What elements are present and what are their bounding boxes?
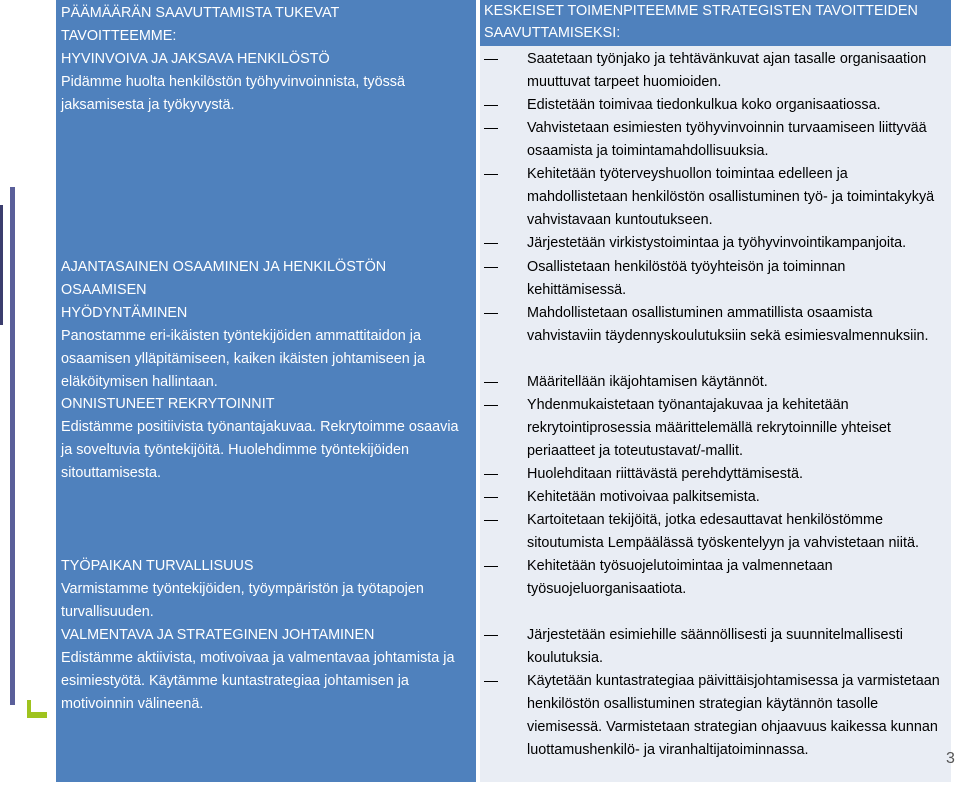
action-text: Edistetään toimivaa tiedonkulkua koko organisaatiossa.: [527, 97, 881, 113]
actions-column: [480, 0, 951, 782]
dash-bullet: [484, 405, 498, 406]
dash-bullet: [484, 474, 498, 475]
action-text: Järjestetään virkistystoimintaa ja työhyvinvointikampanjoita.: [527, 235, 907, 251]
section-body: Edistämme positiivista työnantajakuvaa. Rekrytoimme osaavia ja soveltuvia työntekijöitä. Huolehdimme työntekijöiden sitouttamisesta.: [61, 419, 459, 481]
page-number: 3: [946, 750, 955, 767]
action-text: Vahvistetaan esimiesten työhyvinvoinnin turvaamiseen liittyvää osaamista ja toimintamahdollisuuksia.: [527, 120, 927, 159]
action-text: Mahdollistetaan osallistuminen ammatillista osaamista vahvistaviin täydennyskoulutuksiin sekä esimiesvalmennuksiin.: [527, 305, 929, 344]
dash-bullet: [484, 267, 498, 268]
dash-bullet: [484, 382, 498, 383]
section-heading-cont: HYÖDYNTÄMINEN: [61, 305, 188, 321]
action-text: Kehitetään työsuojelutoimintaa ja valmennetaan työsuojeluorganisaatiota.: [527, 558, 833, 597]
section-heading: TYÖPAIKAN TURVALLISUUS: [61, 558, 254, 574]
dash-bullet: [484, 497, 498, 498]
section-heading: AJANTASAINEN OSAAMINEN JA HENKILÖSTÖN OSAAMISEN: [61, 259, 387, 298]
goal-section-wellbeing: [61, 2, 468, 117]
section-heading: ONNISTUNEET REKRYTOINNIT: [61, 396, 275, 412]
dash-bullet: [484, 635, 498, 636]
section-heading: VALMENTAVA JA STRATEGINEN JOHTAMINEN: [61, 627, 375, 643]
action-text: Saatetaan työnjako ja tehtävänkuvat ajan tasalle organisaation muuttuvat tarpeet huomioiden.: [527, 51, 927, 90]
action-text: Huolehditaan riittävästä perehdyttämisestä.: [527, 466, 803, 482]
actions-header-line1: KESKEISET TOIMENPITEEMME STRATEGISTEN TAVOITTEIDEN: [484, 3, 918, 19]
dash-bullet: [484, 566, 498, 567]
section-heading: HYVINVOIVA JA JAKSAVA HENKILÖSTÖ: [61, 51, 330, 67]
goal-section-leadership: [61, 624, 468, 716]
dash-bullet: [484, 174, 498, 175]
action-text: Yhdenmukaistetaan työnantajakuvaa ja kehitetään rekrytointiprosessia määrittelemällä rekrytoinnille yhteiset periaatteet ja toteutustavat/-mallit.: [527, 397, 891, 459]
actions-header-line2: SAAVUTTAMISEKSI:: [484, 25, 621, 41]
actions-header: [480, 0, 951, 46]
decorative-accent: [27, 712, 47, 718]
goals-column: [56, 0, 476, 782]
action-text: Osallistetaan henkilöstöä työyhteisön ja toiminnan kehittämisessä.: [527, 259, 846, 298]
dash-bullet: [484, 313, 498, 314]
dash-bullet: [484, 520, 498, 521]
goal-section-safety: [61, 555, 468, 624]
decorative-bar: [10, 187, 15, 705]
section-body: Varmistamme työntekijöiden, työympäristön ja työtapojen turvallisuuden.: [61, 581, 424, 620]
dash-bullet: [484, 243, 498, 244]
section-body: Edistämme aktiivista, motivoivaa ja valmentavaa johtamista ja esimiestyötä. Käytämme kuntastrategiaa johtamisen ja motivoinnin välineenä.: [61, 650, 455, 712]
dash-bullet: [484, 59, 498, 60]
dash-bullet: [484, 105, 498, 106]
goal-section-competence: [61, 256, 468, 394]
action-text: Määritellään ikäjohtamisen käytännöt.: [527, 374, 768, 390]
dash-bullet: [484, 128, 498, 129]
goals-heading: PÄÄMÄÄRÄN SAAVUTTAMISTA TUKEVAT: [61, 5, 340, 21]
section-body: Pidämme huolta henkilöstön työhyvinvoinnista, työssä jaksamisesta ja työkyvystä.: [61, 74, 405, 113]
section-body: Panostamme eri-ikäisten työntekijöiden ammattitaidon ja osaamisen ylläpitämiseen, kaiken ikäisten johtamiseen ja eläköitymisen hallintaan.: [61, 328, 425, 390]
goal-section-recruitment: [61, 393, 468, 485]
action-text: Järjestetään esimiehille säännöllisesti ja suunnitelmallisesti koulutuksia.: [527, 627, 903, 666]
action-text: Käytetään kuntastrategiaa päivittäisjohtamisessa ja varmistetaan henkilöstön osallistuminen strategian käytännön tasolle viemisessä. Varmistetaan strategian ohjaavuus kaikessa kunnan luottamushenkilö- ja viranhaltijatoiminnassa.: [527, 673, 940, 758]
decorative-bar-dark: [0, 205, 3, 325]
action-text: Kartoitetaan tekijöitä, jotka edesauttavat henkilöstömme sitoutumista Lempäälässä työskentelyyn ja vahvistetaan niitä.: [527, 512, 919, 551]
dash-bullet: [484, 681, 498, 682]
goals-heading-cont: TAVOITTEEMME:: [61, 28, 177, 44]
action-text: Kehitetään motivoivaa palkitsemista.: [527, 489, 760, 505]
action-text: Kehitetään työterveyshuollon toimintaa edelleen ja mahdollistetaan henkilöstön osallistuminen työ- ja toimintakykyä vahvistavaan kuntoutukseen.: [527, 166, 935, 228]
